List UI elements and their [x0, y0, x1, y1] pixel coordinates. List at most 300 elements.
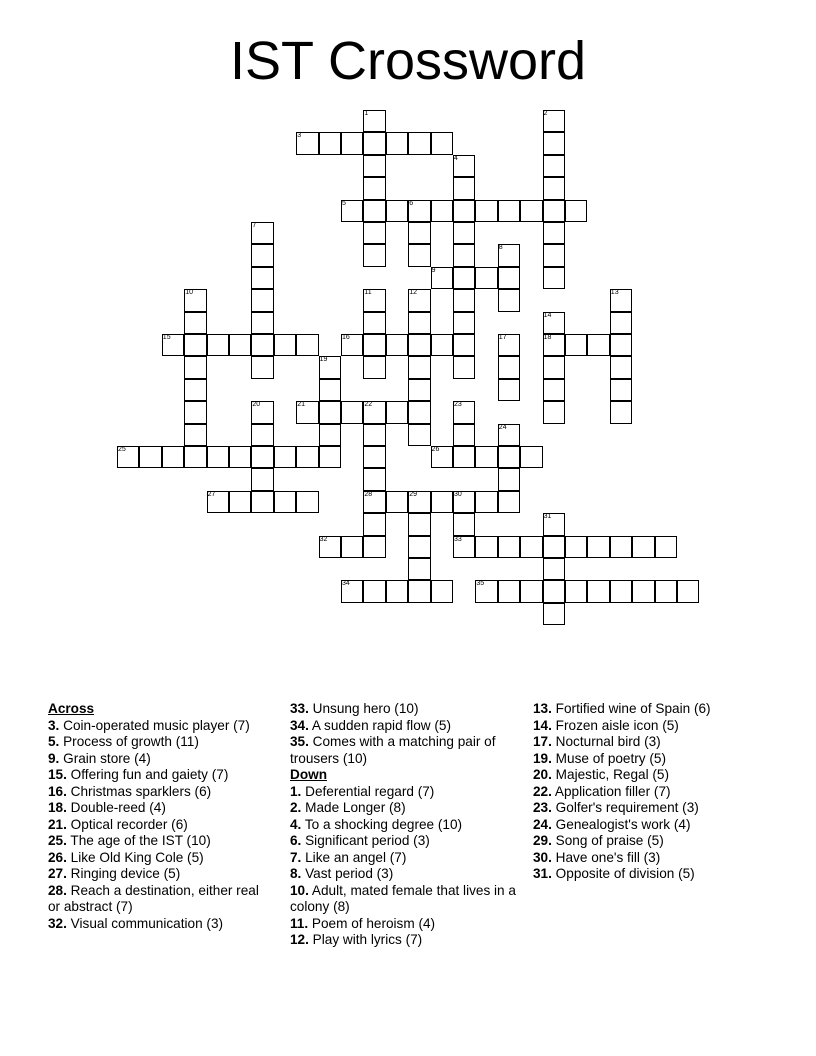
clue-number-label: 29: [409, 490, 417, 498]
clue-text: Comes with a matching pair of trousers (10): [290, 734, 496, 766]
grid-cell[interactable]: [229, 334, 251, 356]
grid-cell[interactable]: [386, 491, 408, 513]
cell-number-12: [408, 289, 430, 311]
clue-text: Made Longer (8): [301, 800, 406, 815]
grid-cell[interactable]: [408, 580, 430, 602]
cell-number-26: [431, 446, 453, 468]
clue-number-label: 32: [319, 535, 328, 543]
grid-cell[interactable]: [498, 580, 520, 602]
clue-number: 11.: [290, 915, 309, 931]
grid-cell[interactable]: [229, 491, 251, 513]
grid-cell[interactable]: [408, 334, 430, 356]
down-clue: [290, 800, 520, 817]
down-clue: [533, 718, 763, 735]
grid-cell[interactable]: [319, 401, 341, 423]
grid-cell[interactable]: [453, 424, 475, 446]
grid-cell[interactable]: [251, 244, 273, 266]
grid-cell[interactable]: [363, 155, 385, 177]
clue-text: Offering fun and gaiety (7): [66, 767, 229, 782]
cell-number-13: [610, 289, 632, 311]
clue-text: Golfer's requirement (3): [551, 800, 699, 815]
clue-text: Process of growth (11): [59, 734, 199, 749]
grid-cell[interactable]: [251, 334, 273, 356]
cell-number-25: [117, 446, 139, 468]
down-clue: [533, 784, 763, 801]
grid-cell[interactable]: [543, 356, 565, 378]
grid-cell[interactable]: [453, 513, 475, 535]
clue-number: 32.: [48, 915, 67, 931]
grid-cell[interactable]: [453, 222, 475, 244]
across-clue: [48, 751, 268, 768]
clue-number: 18.: [48, 800, 67, 815]
grid-cell[interactable]: [543, 536, 565, 558]
down-clue: [290, 916, 520, 933]
grid-cell[interactable]: [610, 356, 632, 378]
cell-number-29: [408, 491, 430, 513]
clue-number-label: 8: [498, 244, 503, 252]
clue-text: Song of praise (5): [551, 833, 664, 848]
grid-cell[interactable]: [610, 401, 632, 423]
cell-number-24: [498, 424, 520, 446]
grid-cell[interactable]: [587, 580, 609, 602]
grid-cell[interactable]: [453, 446, 475, 468]
grid-cell[interactable]: [543, 244, 565, 266]
across-clue: [290, 718, 520, 735]
grid-cell[interactable]: [543, 155, 565, 177]
across-clue: [48, 817, 268, 834]
grid-cell[interactable]: [610, 536, 632, 558]
grid-cell[interactable]: [610, 580, 632, 602]
across-clue: [48, 734, 268, 751]
grid-cell[interactable]: [565, 200, 587, 222]
grid-cell[interactable]: [543, 200, 565, 222]
grid-cell[interactable]: [363, 446, 385, 468]
clue-text: Reach a destination, either real or abstract (7): [48, 882, 259, 914]
across-clue: [48, 800, 268, 817]
clue-text: Significant period (3): [301, 833, 430, 848]
clue-number-label: 27: [207, 490, 216, 498]
grid-cell[interactable]: [363, 244, 385, 266]
grid-cell[interactable]: [184, 379, 206, 401]
grid-cell[interactable]: [431, 132, 453, 154]
grid-cell[interactable]: [520, 536, 542, 558]
clue-text: Vast period (3): [301, 866, 394, 881]
grid-cell[interactable]: [543, 379, 565, 401]
clue-number-label: 7: [252, 222, 257, 229]
down-clue: [290, 833, 520, 850]
grid-cell[interactable]: [408, 536, 430, 558]
clue-number-label: 21: [297, 401, 305, 409]
clue-text: Ringing device (5): [66, 866, 181, 881]
grid-cell[interactable]: [408, 401, 430, 423]
clue-text: A sudden rapid flow (5): [308, 717, 451, 733]
cell-number-9: [431, 267, 453, 289]
clue-number-label: 4: [454, 154, 458, 162]
cell-number-8: [498, 244, 520, 266]
cell-number-28: [363, 491, 385, 513]
clue-text: Unsung hero (10): [308, 701, 419, 716]
cell-number-15: [162, 334, 184, 356]
clue-number: 21.: [48, 816, 67, 832]
grid-cell[interactable]: [677, 580, 699, 602]
clue-number: 6.: [290, 833, 302, 848]
cell-number-33: [453, 536, 475, 558]
cell-number-14: [543, 312, 565, 334]
cell-number-7: [251, 222, 273, 244]
clue-number-label: 1: [364, 110, 369, 117]
clue-text: Poem of heroism (4): [308, 915, 436, 931]
grid-cell[interactable]: [386, 334, 408, 356]
clue-number-label: 31: [543, 513, 552, 521]
cell-number-22: [363, 401, 385, 423]
grid-cell[interactable]: [184, 356, 206, 378]
clue-number: 31.: [533, 866, 552, 881]
grid-cell[interactable]: [610, 312, 632, 334]
grid-cell[interactable]: [363, 222, 385, 244]
grid-cell[interactable]: [184, 446, 206, 468]
grid-cell[interactable]: [363, 312, 385, 334]
across-clue: [48, 767, 268, 784]
clue-number-label: 23: [454, 401, 462, 409]
clue-number-label: 18: [543, 334, 552, 341]
grid-cell[interactable]: [363, 580, 385, 602]
clue-number-label: 12: [409, 289, 417, 297]
cell-number-5: [341, 200, 363, 222]
grid-cell[interactable]: [386, 132, 408, 154]
grid-cell[interactable]: [363, 536, 385, 558]
grid-cell[interactable]: [431, 334, 453, 356]
clue-number-label: 6: [409, 199, 414, 207]
down-clue: [533, 866, 763, 883]
down-clue: [290, 817, 520, 834]
across-clue: [48, 833, 268, 850]
grid-cell[interactable]: [184, 424, 206, 446]
clue-text: Majestic, Regal (5): [551, 767, 669, 782]
grid-cell[interactable]: [184, 334, 206, 356]
down-clue: [533, 850, 763, 867]
cell-number-16: [341, 334, 363, 356]
grid-cell[interactable]: [453, 356, 475, 378]
grid-cell[interactable]: [543, 132, 565, 154]
clue-number: 17.: [533, 734, 552, 749]
cell-number-2: [543, 110, 565, 132]
grid-cell[interactable]: [319, 379, 341, 401]
grid-cell[interactable]: [498, 289, 520, 311]
grid-cell[interactable]: [475, 536, 497, 558]
clue-number: 20.: [533, 767, 552, 782]
grid-cell[interactable]: [520, 200, 542, 222]
grid-cell[interactable]: [610, 379, 632, 401]
clue-number-label: 28: [364, 490, 373, 498]
grid-cell[interactable]: [565, 334, 587, 356]
grid-cell[interactable]: [475, 446, 497, 468]
clue-number: 7.: [290, 849, 302, 865]
grid-cell[interactable]: [408, 379, 430, 401]
grid-cell[interactable]: [363, 200, 385, 222]
grid-cell[interactable]: [498, 491, 520, 513]
grid-cell[interactable]: [453, 267, 475, 289]
grid-cell[interactable]: [251, 356, 273, 378]
grid-cell[interactable]: [274, 446, 296, 468]
down-clue: [533, 751, 763, 768]
clue-text: Adult, mated female that lives in a colony (8): [290, 882, 516, 914]
grid-cell[interactable]: [207, 334, 229, 356]
grid-cell[interactable]: [363, 513, 385, 535]
grid-cell[interactable]: [453, 177, 475, 199]
down-clue: [533, 800, 763, 817]
down-clue: [533, 701, 763, 718]
clue-number: 12.: [290, 932, 309, 947]
grid-cell[interactable]: [408, 513, 430, 535]
grid-cell[interactable]: [431, 200, 453, 222]
grid-cell[interactable]: [363, 356, 385, 378]
grid-cell[interactable]: [251, 424, 273, 446]
down-clue: [533, 767, 763, 784]
grid-cell[interactable]: [319, 132, 341, 154]
grid-cell[interactable]: [363, 424, 385, 446]
clue-number: 8.: [290, 866, 302, 881]
grid-cell[interactable]: [408, 222, 430, 244]
grid-cell[interactable]: [341, 132, 363, 154]
grid-cell[interactable]: [229, 446, 251, 468]
grid-cell[interactable]: [341, 536, 363, 558]
grid-cell[interactable]: [543, 401, 565, 423]
grid-cell[interactable]: [363, 132, 385, 154]
page-title: IST Crossword: [229, 31, 587, 91]
cell-number-30: [453, 491, 475, 513]
grid-cell[interactable]: [498, 468, 520, 490]
grid-cell[interactable]: [139, 446, 161, 468]
grid-cell[interactable]: [408, 558, 430, 580]
grid-cell[interactable]: [543, 558, 565, 580]
down-clue: [290, 866, 520, 883]
grid-cell[interactable]: [632, 580, 654, 602]
grid-cell[interactable]: [251, 491, 273, 513]
clue-number-label: 35: [476, 580, 485, 588]
cell-number-3: [296, 132, 318, 154]
cell-number-35: [475, 580, 497, 602]
grid-cell[interactable]: [543, 267, 565, 289]
clues-column-2: [290, 701, 520, 949]
grid-cell[interactable]: [543, 222, 565, 244]
grid-cell[interactable]: [251, 468, 273, 490]
clue-text: Fortified wine of Spain (6): [551, 701, 711, 716]
clue-text: Like Old King Cole (5): [66, 849, 204, 865]
grid-cell[interactable]: [498, 379, 520, 401]
clue-text: Have one's fill (3): [551, 849, 661, 865]
grid-cell[interactable]: [498, 536, 520, 558]
clue-number-label: 5: [342, 199, 346, 207]
clue-text: Frozen aisle icon (5): [551, 717, 679, 733]
clue-number: 19.: [533, 750, 552, 766]
across-clue: [48, 850, 268, 867]
grid-cell[interactable]: [587, 536, 609, 558]
grid-cell[interactable]: [498, 446, 520, 468]
clue-number-label: 19: [319, 356, 328, 364]
grid-cell[interactable]: [655, 536, 677, 558]
clue-number-label: 22: [364, 401, 373, 409]
grid-cell[interactable]: [184, 312, 206, 334]
grid-cell[interactable]: [386, 200, 408, 222]
clues-column-3: [533, 701, 763, 883]
grid-cell[interactable]: [520, 580, 542, 602]
grid-cell[interactable]: [162, 446, 184, 468]
grid-cell[interactable]: [386, 580, 408, 602]
down-clue: [533, 734, 763, 751]
clue-number: 30.: [533, 849, 552, 865]
grid-cell[interactable]: [475, 200, 497, 222]
grid-cell[interactable]: [274, 491, 296, 513]
grid-cell[interactable]: [363, 468, 385, 490]
clue-text: Application filler (7): [551, 783, 671, 799]
clue-text: To a shocking degree (10): [301, 816, 463, 832]
clue-text: Deferential regard (7): [301, 783, 435, 799]
grid-cell[interactable]: [296, 334, 318, 356]
cell-number-23: [453, 401, 475, 423]
grid-cell[interactable]: [408, 356, 430, 378]
grid-cell[interactable]: [543, 603, 565, 625]
grid-cell[interactable]: [543, 580, 565, 602]
clue-number: 35.: [290, 734, 309, 749]
clue-number: 1.: [290, 783, 302, 799]
grid-cell[interactable]: [431, 491, 453, 513]
cell-number-31: [543, 513, 565, 535]
clue-text: Christmas sparklers (6): [66, 783, 212, 799]
grid-cell[interactable]: [475, 491, 497, 513]
grid-cell[interactable]: [543, 177, 565, 199]
grid-cell[interactable]: [386, 401, 408, 423]
across-clue: [48, 784, 268, 801]
grid-cell[interactable]: [408, 312, 430, 334]
grid-cell[interactable]: [251, 446, 273, 468]
grid-cell[interactable]: [408, 424, 430, 446]
clues-column-1: [48, 701, 268, 932]
grid-cell[interactable]: [453, 289, 475, 311]
clue-number-label: 33: [454, 535, 462, 543]
grid-cell[interactable]: [565, 580, 587, 602]
clue-number-label: 15: [162, 334, 171, 341]
grid-cell[interactable]: [296, 446, 318, 468]
grid-cell[interactable]: [632, 536, 654, 558]
grid-cell[interactable]: [453, 334, 475, 356]
grid-cell[interactable]: [319, 424, 341, 446]
grid-cell[interactable]: [453, 312, 475, 334]
cell-number-17: [498, 334, 520, 356]
clue-text: Play with lyrics (7): [308, 932, 423, 947]
grid-cell[interactable]: [274, 334, 296, 356]
clue-number: 16.: [48, 783, 67, 799]
down-clue: [533, 817, 763, 834]
clue-number-label: 17: [498, 334, 507, 341]
down-clue: [290, 784, 520, 801]
clue-number-label: 9: [431, 266, 436, 274]
clue-text: Visual communication (3): [66, 915, 224, 931]
clue-number: 9.: [48, 750, 60, 766]
grid-cell[interactable]: [408, 244, 430, 266]
down-clue: [290, 932, 520, 949]
grid-cell[interactable]: [498, 267, 520, 289]
clue-number-label: 25: [118, 446, 126, 453]
cell-number-20: [251, 401, 273, 423]
grid-cell[interactable]: [363, 334, 385, 356]
clue-number: 33.: [290, 701, 309, 716]
grid-cell[interactable]: [296, 491, 318, 513]
grid-cell[interactable]: [431, 580, 453, 602]
clue-number-label: 2: [543, 110, 548, 117]
down-clue: [290, 850, 520, 867]
grid-cell[interactable]: [498, 200, 520, 222]
clue-text: Nocturnal bird (3): [551, 734, 661, 749]
cell-number-4: [453, 155, 475, 177]
clue-number-label: 26: [431, 446, 440, 453]
across-clue: [48, 718, 268, 735]
clue-number-label: 34: [342, 580, 350, 588]
grid-cell[interactable]: [207, 446, 229, 468]
cell-number-32: [319, 536, 341, 558]
grid-cell[interactable]: [184, 401, 206, 423]
clue-number-label: 3: [297, 132, 302, 140]
clue-number-label: 13: [610, 289, 619, 297]
down-heading: Down: [290, 767, 327, 782]
across-clue: [290, 701, 520, 718]
clue-number-label: 24: [498, 423, 507, 431]
clue-number: 4.: [290, 816, 302, 832]
clue-text: Grain store (4): [59, 750, 151, 766]
clue-number: 15.: [48, 767, 67, 782]
grid-cell[interactable]: [498, 356, 520, 378]
cell-number-27: [207, 491, 229, 513]
across-clue: [48, 883, 268, 916]
grid-cell[interactable]: [363, 177, 385, 199]
cell-number-1: [363, 110, 385, 132]
grid-cell[interactable]: [251, 267, 273, 289]
grid-cell[interactable]: [408, 132, 430, 154]
clue-text: Double-reed (4): [66, 800, 166, 815]
grid-cell[interactable]: [475, 267, 497, 289]
cell-number-19: [319, 356, 341, 378]
across-clue: [48, 916, 268, 933]
across-clue: [48, 866, 268, 883]
cell-number-10: [184, 289, 206, 311]
grid-cell[interactable]: [251, 289, 273, 311]
clue-text: The age of the IST (10): [66, 833, 211, 848]
grid-cell[interactable]: [565, 536, 587, 558]
grid-cell[interactable]: [341, 401, 363, 423]
cell-number-18: [543, 334, 565, 356]
grid-cell[interactable]: [520, 446, 542, 468]
grid-cell[interactable]: [453, 200, 475, 222]
down-clue: [533, 833, 763, 850]
clue-number: 26.: [48, 849, 67, 865]
cell-number-21: [296, 401, 318, 423]
grid-cell[interactable]: [655, 580, 677, 602]
grid-cell[interactable]: [251, 312, 273, 334]
grid-cell[interactable]: [453, 244, 475, 266]
clue-number: 23.: [533, 800, 552, 815]
clue-text: Opposite of division (5): [551, 866, 695, 881]
down-clue: [290, 883, 520, 916]
grid-cell[interactable]: [610, 334, 632, 356]
clue-number: 28.: [48, 882, 67, 898]
clue-number-label: 11: [364, 289, 372, 297]
clue-text: Coin-operated music player (7): [59, 717, 250, 733]
clue-number: 27.: [48, 866, 67, 881]
grid-cell[interactable]: [319, 446, 341, 468]
grid-cell[interactable]: [587, 334, 609, 356]
clue-number: 13.: [533, 701, 552, 716]
cell-number-34: [341, 580, 363, 602]
clue-number: 24.: [533, 816, 552, 832]
